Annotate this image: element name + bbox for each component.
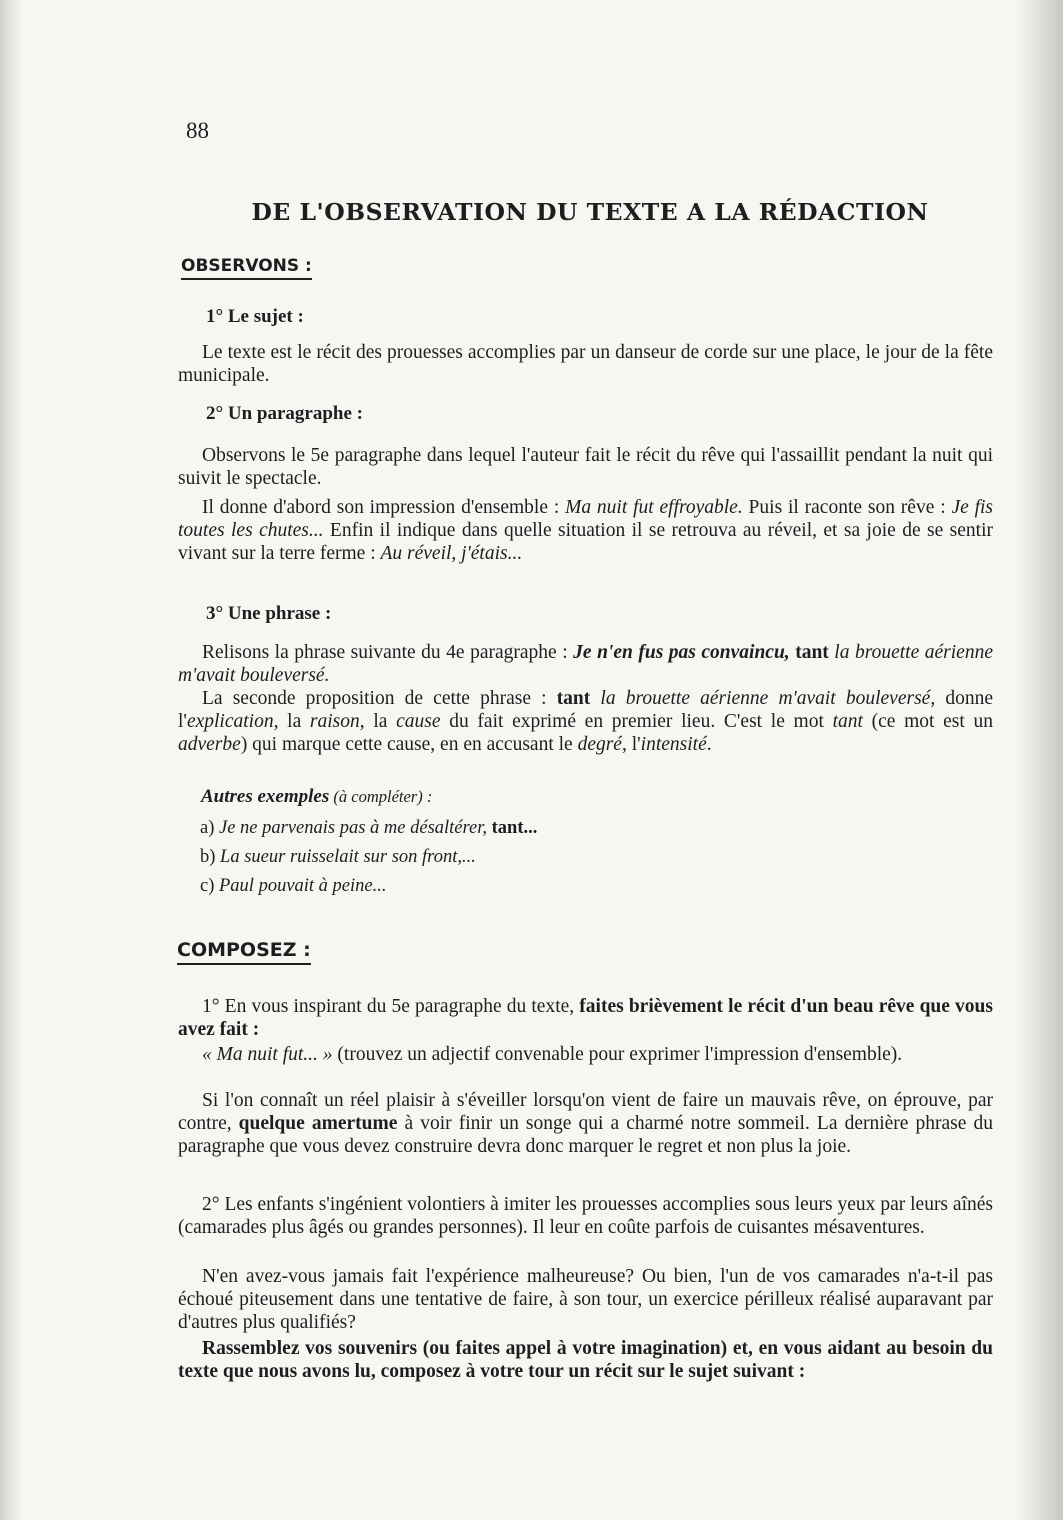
paragraph-seconde-proposition: [178, 687, 993, 756]
keyword-tant: tant...: [491, 818, 538, 838]
text-run: Il donne d'abord son impression d'ensemble :: [202, 497, 566, 518]
subheading-paragraphe: 2° Un paragraphe :: [206, 403, 363, 424]
paragraph-rassemblez: Rassemblez vos souvenirs (ou faites appel à votre imagination) et, en vous aidant au besoin du texte que nous avons lu, composez à votre tour un récit sur le sujet suivant :: [178, 1338, 993, 1382]
term-italic: tant: [832, 711, 863, 732]
autres-exemples-title: Autres exemples: [201, 786, 330, 807]
page-number: 88: [186, 118, 209, 143]
text-run: du fait exprimé en premier lieu. C'est le mot: [440, 711, 833, 732]
paragraph-ma-nuit: [178, 1043, 993, 1066]
term-italic: raison: [309, 711, 360, 732]
text-run: 1° En vous inspirant du 5e paragraphe du texte,: [202, 996, 580, 1017]
paragraph-sujet: Le texte est le récit des prouesses accomplies par un danseur de corde sur une place, le jour de la fête municipale.: [178, 342, 993, 386]
example-text: La sueur ruisselait sur son front,...: [220, 847, 476, 867]
keyword-bold: quelque amertume: [238, 1113, 398, 1134]
paragraph-impression: [178, 496, 993, 565]
subheading-sujet: 1° Le sujet :: [206, 306, 304, 327]
text-run: Puis il raconte son rêve :: [742, 497, 952, 518]
text-run: Si l'on connaît un réel plaisir à s'éveiller lorsqu'on vient de faire un mauvais rêve, on éprouve, par contre,: [178, 1090, 993, 1134]
example-text: Paul pouvait à peine...: [219, 876, 387, 896]
quote-italic: Ma nuit fut effroyable.: [565, 497, 743, 518]
term-italic: intensité: [640, 734, 707, 755]
paragraph-observons-5e: Observons le 5e paragraphe dans lequel l'auteur fait le récit du rêve qui l'assaillit pendant la nuit qui suivit le spectacle.: [178, 445, 993, 489]
example-a: [200, 818, 537, 839]
term-italic: degré: [577, 734, 622, 755]
text-run: .: [706, 734, 712, 755]
example-label: a): [200, 818, 219, 838]
text-run: , la: [273, 711, 310, 732]
quote-italic: Je fis toutes les chutes...: [178, 497, 994, 541]
example-text: Je ne parvenais pas à me désaltérer,: [219, 818, 492, 838]
paragraph-compose-1: [178, 995, 993, 1041]
quote-italic: « Ma nuit fut... »: [202, 1044, 333, 1065]
keyword-tant: tant: [556, 688, 591, 709]
section-heading-observons: OBSERVONS :: [181, 256, 312, 280]
quote-bold-italic: Je n'en fus pas convaincu,: [573, 642, 796, 663]
keyword-tant: tant: [795, 642, 829, 663]
term-italic: explication: [186, 711, 274, 732]
text-run: à voir finir un songe qui a charmé notre sommeil. La dernière phrase du paragraphe que vous devez construire devra donc marquer le regret et non plus la joie.: [178, 1113, 993, 1157]
text-run: , l': [621, 734, 641, 755]
example-b: [200, 847, 476, 868]
text-run: donne l': [178, 688, 993, 732]
paragraph-relisons: [178, 641, 993, 687]
paragraph-experience: N'en avez-vous jamais fait l'expérience malheureuse? Ou bien, l'un de vos camarades n'a-t-il pas échoué piteusement dans une tentative de faire, à son tour, un exercice périlleux réalisé auparavant par d'autres plus qualifiés?: [178, 1266, 993, 1333]
text-run: La seconde proposition de cette phrase :: [202, 688, 557, 709]
subheading-phrase: 3° Une phrase :: [206, 603, 332, 624]
text-run: (trouvez un adjectif convenable pour exprimer l'impression d'ensemble).: [332, 1044, 903, 1065]
example-label: c): [200, 876, 219, 896]
autres-exemples-note: (à compléter) :: [329, 787, 433, 806]
instruction-bold: faites brièvement le récit d'un beau rêve que vous avez fait :: [178, 996, 993, 1040]
quote-italic: la brouette aérienne m'avait bouleversé.: [178, 642, 993, 686]
paragraph-reel-plaisir: [178, 1089, 993, 1158]
text-run: ) qui marque cette cause, en en accusant le: [240, 734, 578, 755]
example-c: [200, 876, 387, 897]
text-run: Enfin il indique dans quelle situation il se retrouva au réveil, et sa joie de se sentir vivant sur la terre ferme :: [178, 520, 993, 564]
text-run: (ce mot est un: [862, 711, 993, 732]
text-run: , la: [359, 711, 397, 732]
quote-italic: la brouette aérienne m'avait bouleversé,: [590, 688, 936, 709]
term-italic: adverbe: [178, 734, 241, 755]
text-run: Relisons la phrase suivante du 4e paragraphe :: [202, 642, 574, 663]
example-label: b): [200, 847, 221, 867]
autres-exemples-label: [201, 786, 432, 808]
section-heading-composez: COMPOSEZ :: [177, 939, 311, 965]
page-title: DE L'OBSERVATION DU TEXTE A LA RÉDACTION: [251, 198, 929, 226]
quote-italic: Au réveil, j'étais...: [380, 543, 523, 564]
term-italic: cause: [396, 711, 441, 732]
paragraph-compose-2: 2° Les enfants s'ingénient volontiers à imiter les prouesses accomplies sous leurs yeux par leurs aînés (camarades plus âgés ou grandes personnes). Il leur en coûte parfois de cuisantes mésaventures.: [178, 1194, 993, 1238]
